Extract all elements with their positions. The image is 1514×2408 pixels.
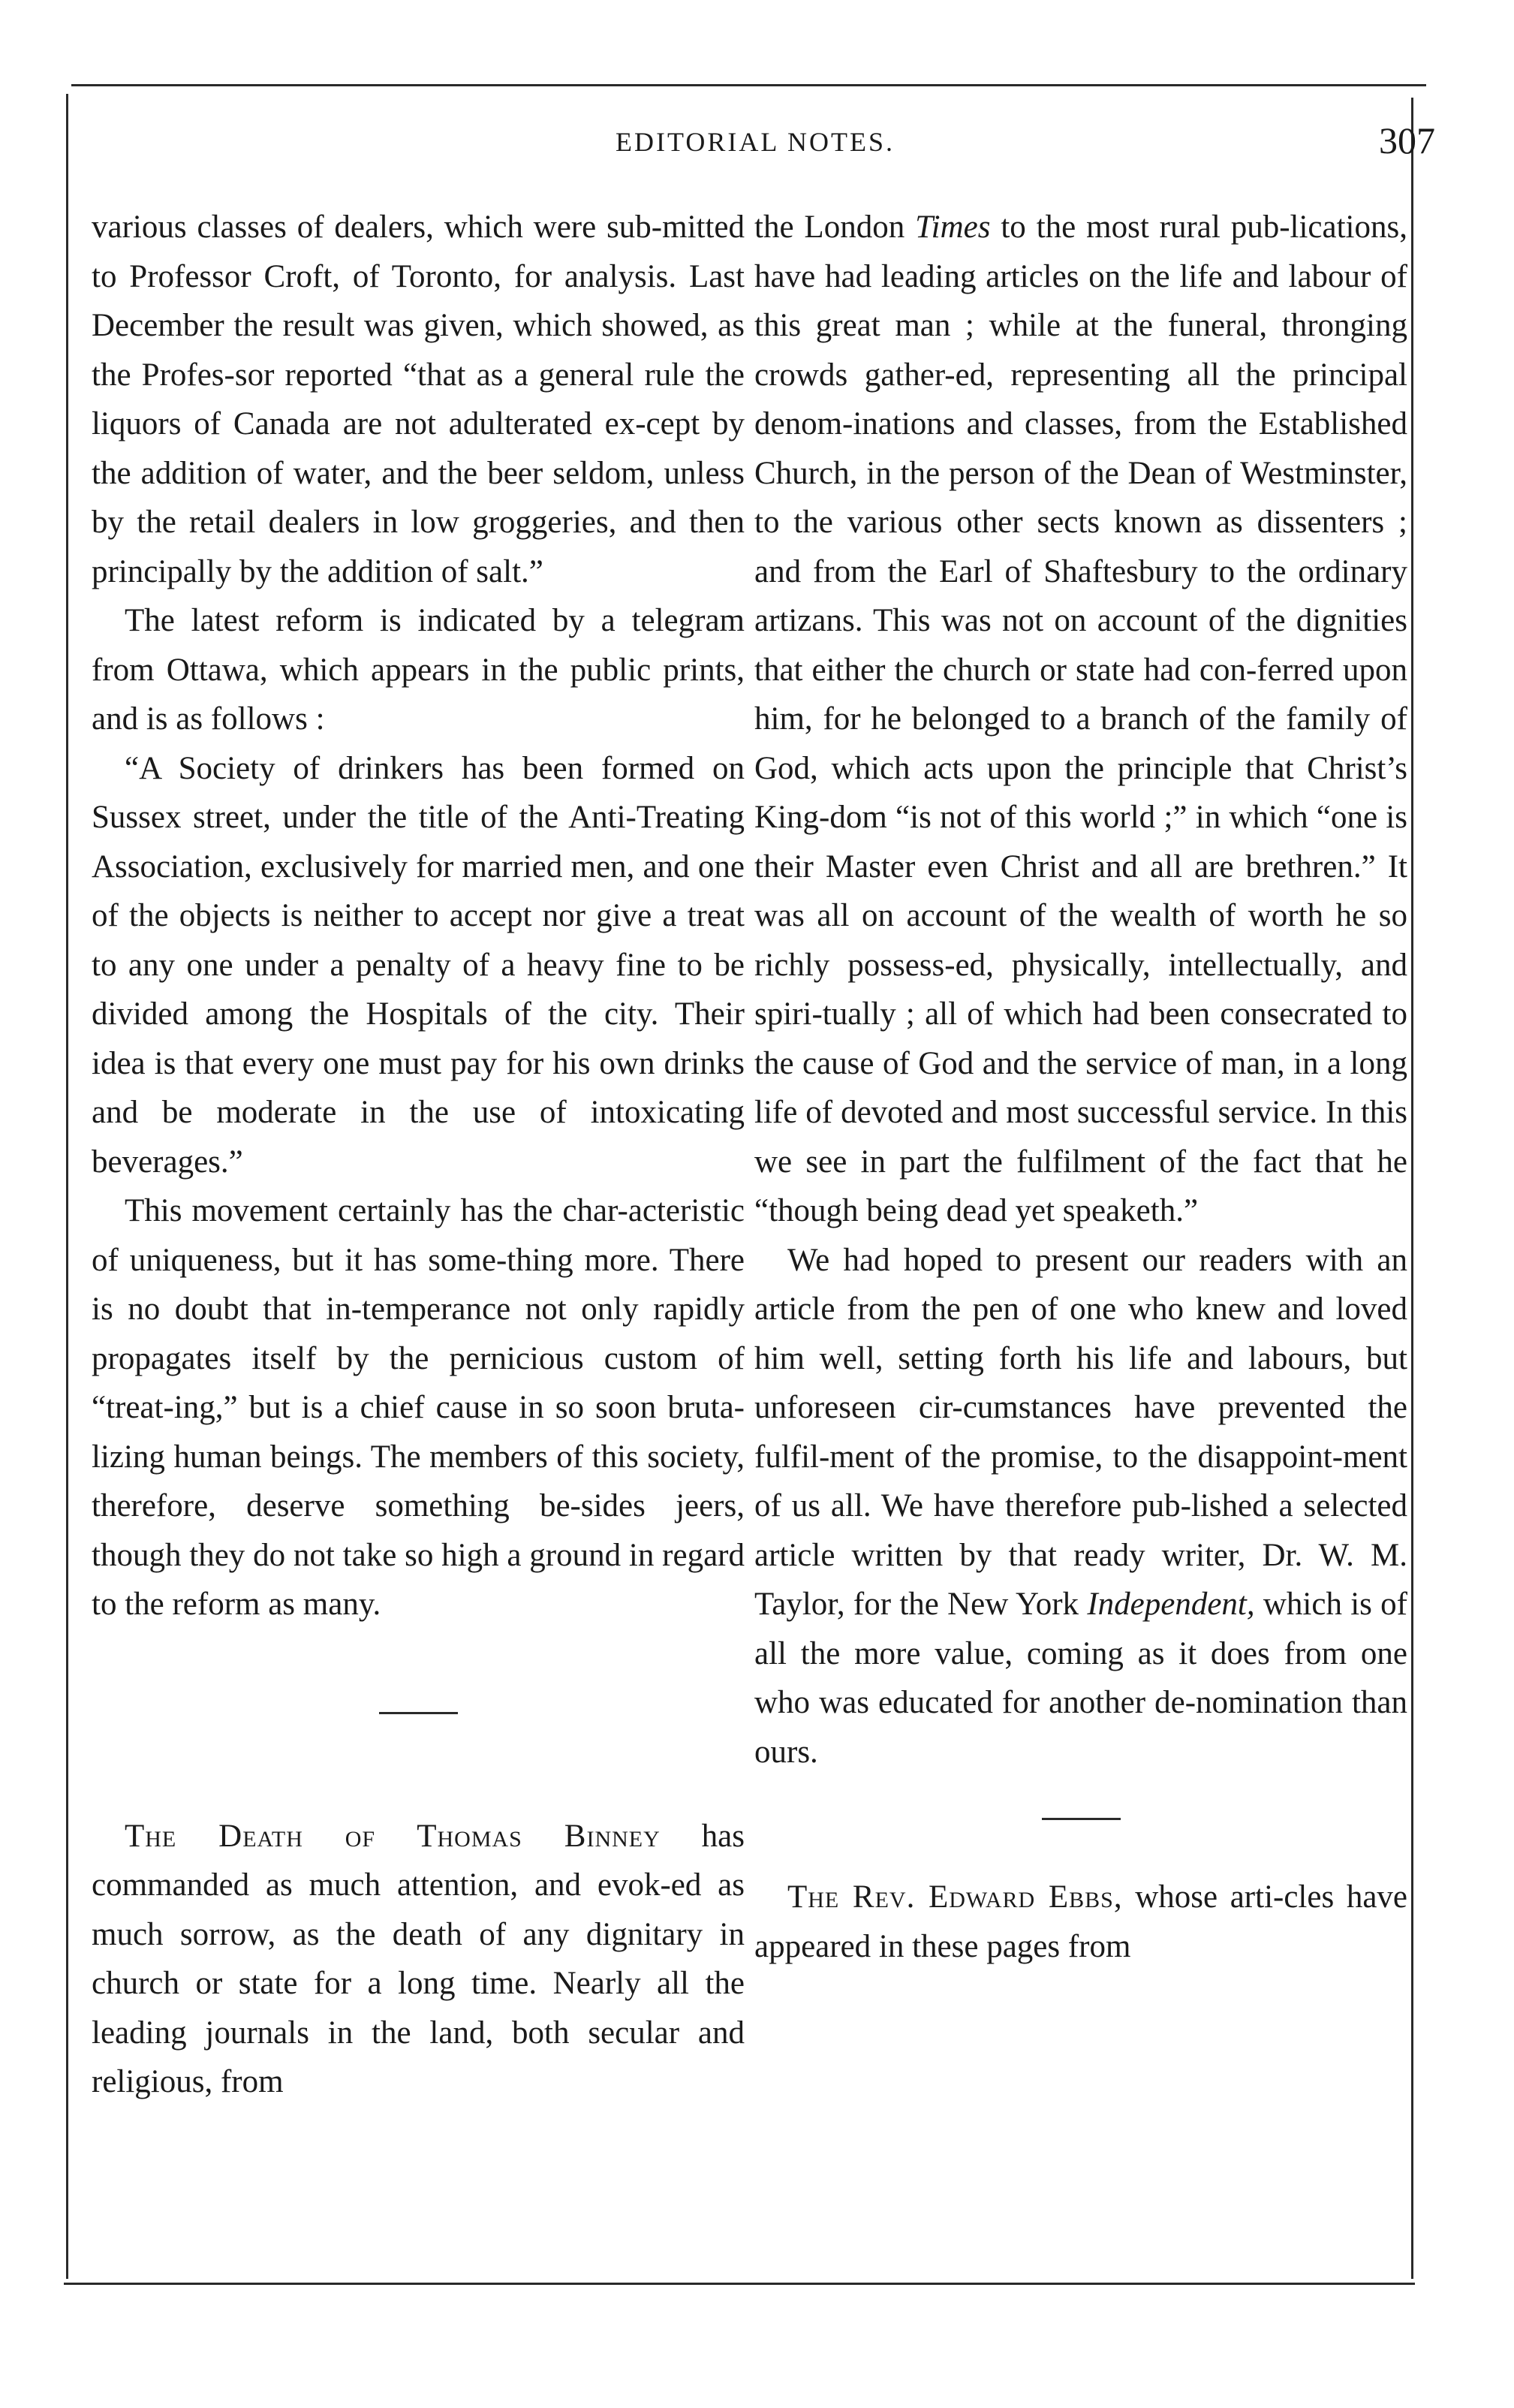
section-lead: The Rev. Edward Ebbs,	[787, 1879, 1123, 1915]
paragraph: The latest reform is indicated by a telegram from Ottawa, which appears in the public prints, and is as follows :	[92, 603, 745, 737]
page-number: 307	[1379, 119, 1435, 161]
paragraph	[754, 1236, 1407, 1777]
italic-title: Times	[915, 209, 991, 245]
quotation: “A Society of drinkers has been formed on Sussex street, under the title of the Anti-Treating Association, exclusively for married men, and one of the objects is neither to accept nor give a treat to any one under a penalty of a heavy fine to be divided among the Hospitals of the city. Their idea is that every one must pay for his own drinks and be moderate in the use of intoxicating beverages.”	[92, 750, 745, 1180]
paragraph-text: has commanded as much attention, and evok-ed as much sorrow, as the death of any dignitary in church or state for a long time. Nearly all the leading journals in the land, both secular and religious, from	[92, 1818, 745, 2099]
left-border	[66, 94, 68, 2279]
top-border	[71, 84, 1426, 86]
paragraph-text: whose arti-cles have appeared in these pages from	[754, 1879, 1407, 1964]
paragraph: This movement certainly has the char-acteristic of uniqueness, but it has some-thing more. There is no doubt that in-temperance not only rapidly propagates itself by the pernicious custom of “treat-ing,” but is a chief cause in so soon bruta-lizing human beings. The members of this society, therefore, deserve something be-sides jeers, though they do not take so high a ground in regard to the reform as many.	[92, 1193, 745, 1622]
paragraph-text: We had hoped to present our readers with an article from the pen of one who knew and loved him well, setting forth his life and labours, but unforeseen cir-cumstances have prevented the fulfil-ment of the promise, to the disappoint-ment of us all. We have therefore pub-lished a selected article written by that ready writer, Dr. W. M. Taylor, for the New York	[754, 1242, 1407, 1622]
right-border	[1411, 98, 1413, 2279]
paragraph-text: to the most rural pub-lications, have had leading articles on the life and labour of this great man ; while at the funeral, thronging crowds gather-ed, representing all the principal denom-inations and classes, from the Established Church, in the person of the Dean of Westminster, to the various other sects known as dissenters ; and from the Earl of Shaftesbury to the ordinary artizans. This was not on account of the dignities that either the church or state had con-ferred upon him, for he belonged to a branch of the family of God, which acts upon the principle that Christ’s King-dom “is not of this world ;” in which “one is their Master even Christ and all are brethren.” It was all on account of the wealth of worth he so richly possess-ed, physically, intellectually, and spiri-tually ; all of which had been consecrated to the cause of God and the service of man, in a long life of devoted and most successful service. In this we see in part the fulfilment of the fact that he “though being dead yet speaketh.”	[754, 209, 1407, 1228]
left-column	[92, 203, 745, 2107]
italic-title: Independent,	[1087, 1587, 1255, 1622]
running-title: EDITORIAL NOTES.	[616, 127, 895, 157]
paragraph: various classes of dealers, which were sub-mitted to Professor Croft, of Toronto, for analysis. Last December the result was given, which showed, as the Profes-sor reported “that as a general rule the liquors of Canada are not adulterated ex-cept by the addition of water, and the beer seldom, unless by the retail dealers in low groggeries, and then principally by the addition of salt.”	[92, 209, 745, 589]
page-header	[75, 113, 1435, 165]
section-lead: The Death of Thomas Binney	[125, 1818, 661, 1854]
paragraph-text: the London	[754, 209, 916, 245]
paragraph-text: which is of all the more value, coming as it does from one who was educated for another de-nomination than ours.	[754, 1587, 1407, 1770]
bottom-border	[64, 2283, 1415, 2285]
right-column	[754, 203, 1407, 1971]
paragraph	[754, 203, 1407, 1236]
paragraph-binney	[92, 1812, 745, 2107]
paragraph-ebbs	[754, 1873, 1407, 1971]
